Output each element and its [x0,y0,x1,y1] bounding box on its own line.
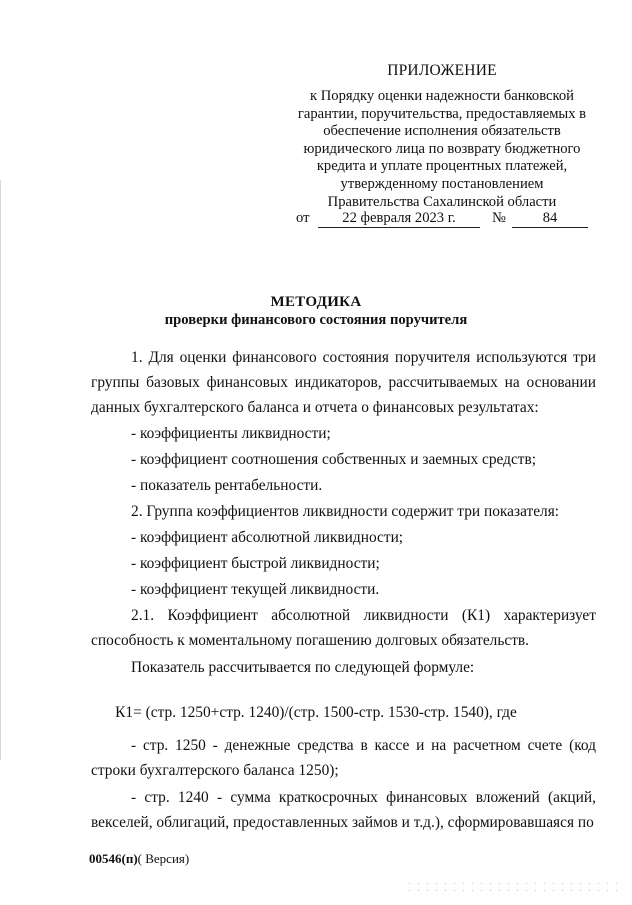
list-item: - коэффициент соотношения собственных и заемных средств; [131,451,537,468]
paragraph-2-1: 2.1. Коэффициент абсолютной ликвидности (К1) характеризует способность к моментальному погашению долговых обязательств. [91,607,596,649]
scan-noise [405,880,625,894]
definition-1240: - стр. 1240 - сумма краткосрочных финансовых вложений (акций, векселей, облигаций, предоставленных займов и т.д.), сформировавшаяся по [91,789,596,831]
decree-date: 22 февраля 2023 г. [318,210,480,228]
appendix-line: кредита и уплате процентных платежей, [316,158,568,175]
appendix-line: утвержденному постановлением [340,175,544,192]
list-item: - показатель рентабельности. [131,477,323,494]
number-sign: № [492,210,506,226]
definition-1250: - стр. 1250 - денежные средства в кассе и на расчетном счете (код строки бухгалтерского баланса 1250); [91,737,596,779]
document-title: МЕТОДИКА [270,294,362,310]
appendix-line: юридического лица по возврату бюджетного [303,140,581,157]
appendix-line: гарантии, поручительства, предоставляемых в [297,105,587,122]
footer-doc-code: 00546(п) [89,851,138,866]
scan-edge-line [0,180,1,760]
list-item: - коэффициент быстрой ликвидности; [131,555,380,572]
list-item: - коэффициент абсолютной ликвидности; [131,529,404,546]
appendix-reference [280,88,604,211]
footer-code [89,851,189,867]
footer-version: ( Версия) [137,851,190,866]
decree-date-line [296,210,592,230]
decree-number: 84 [512,210,588,228]
document-subtitle: проверки финансового состояния поручителя [164,312,468,328]
appendix-title: ПРИЛОЖЕНИЕ [387,62,497,79]
date-prefix: от [296,210,310,226]
paragraph-2: 2. Группа коэффициентов ликвидности содержит три показателя: [131,503,560,520]
formula-intro: Показатель рассчитывается по следующей формуле: [131,659,475,676]
list-item: - коэффициенты ликвидности; [131,425,331,442]
list-item: - коэффициент текущей ликвидности. [131,581,380,598]
appendix-line: обеспечение исполнения обязательств [323,123,561,140]
appendix-line: к Порядку оценки надежности банковской [310,88,574,104]
paragraph-1: 1. Для оценки финансового состояния поручителя используются три группы базовых финансовых индикаторов, рассчитываемых на основании данных бухгалтерского баланса и отчета о финансовых результатах: [91,349,596,416]
formula-k1: К1= (стр. 1250+стр. 1240)/(стр. 1500-стр. 1530-стр. 1540), где [115,704,517,721]
appendix-line: Правительства Сахалинской области [327,193,557,210]
